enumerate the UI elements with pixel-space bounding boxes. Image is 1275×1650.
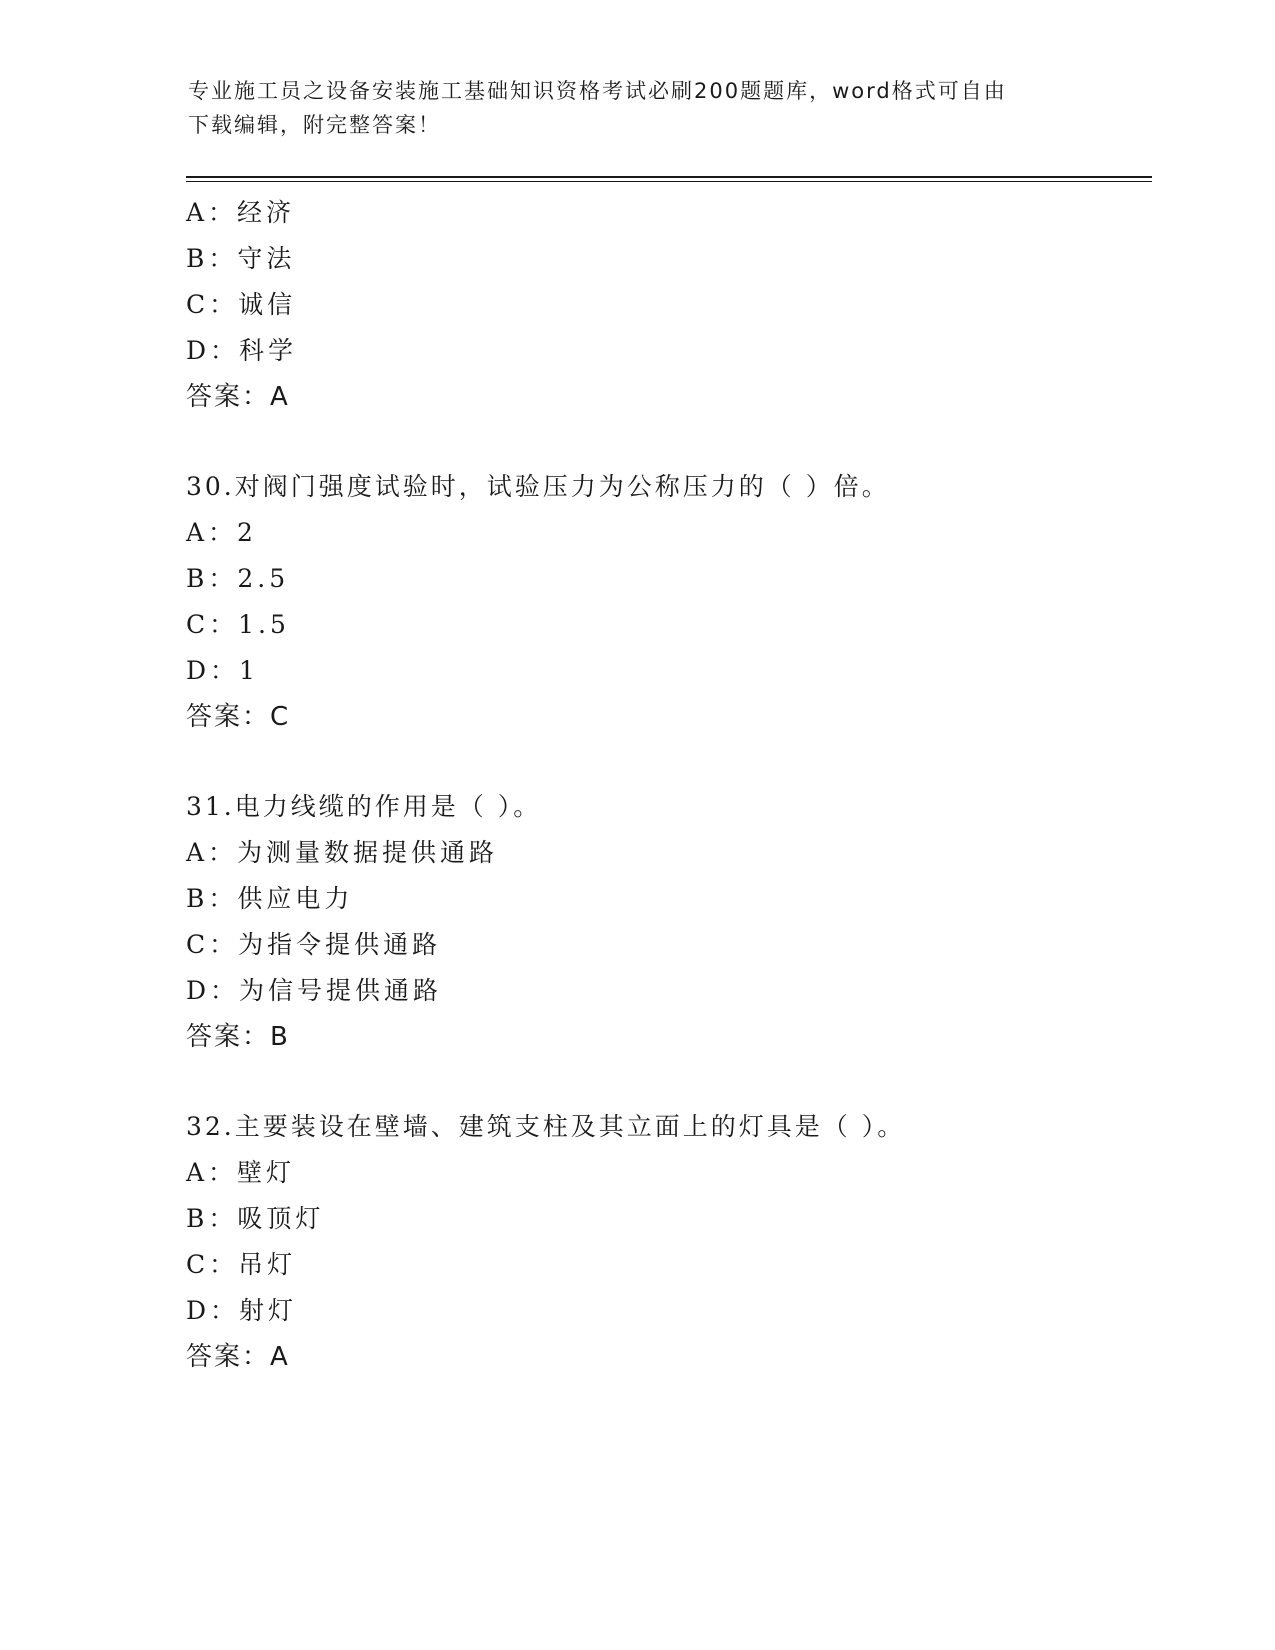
option-b: B：供应电力 (186, 884, 354, 913)
question-title: 32.主要装设在壁墙、建筑支柱及其立面上的灯具是（ ）。 (186, 1112, 906, 1141)
answer-text: 答案：B (186, 1022, 290, 1052)
question-32 (186, 1104, 1146, 1380)
option-b: B：吸顶灯 (186, 1204, 325, 1233)
question-30 (186, 464, 1146, 740)
question-31 (186, 784, 1146, 1060)
option-c: C：诚信 (186, 290, 297, 319)
option-c: C：吊灯 (186, 1250, 297, 1279)
answer-text: 答案：A (186, 1342, 290, 1372)
spacer (186, 740, 1146, 784)
spacer (186, 420, 1146, 464)
option-c: C：为指令提供通路 (186, 930, 442, 959)
option-a: A：2 (186, 518, 257, 547)
spacer (186, 1060, 1146, 1104)
option-d: D：1 (186, 656, 259, 685)
option-d: D：为信号提供通路 (186, 976, 443, 1005)
header-rule-thin (186, 181, 1152, 182)
option-a: A：经济 (186, 198, 296, 227)
option-b: B：守法 (186, 244, 296, 273)
option-a: A：为测量数据提供通路 (186, 838, 499, 867)
answer-text: 答案：C (186, 702, 291, 732)
answer-text: 答案：A (186, 382, 290, 412)
header-line-1: 专业施工员之设备安装施工基础知识资格考试必刷200题题库，word格式可自由 (188, 79, 1007, 103)
document-header (188, 74, 1088, 142)
question-29 (186, 190, 1146, 420)
question-list (186, 190, 1146, 1380)
header-line-2: 下载编辑，附完整答案！ (188, 113, 441, 137)
option-d: D：科学 (186, 336, 298, 365)
question-title: 30.对阀门强度试验时，试验压力为公称压力的（ ）倍。 (186, 472, 890, 501)
question-title: 31.电力线缆的作用是（ ）。 (186, 792, 542, 821)
option-d: D：射灯 (186, 1296, 298, 1325)
option-c: C：1.5 (186, 610, 290, 639)
option-a: A：壁灯 (186, 1158, 296, 1187)
header-rule-thick (186, 176, 1152, 178)
option-b: B：2.5 (186, 564, 290, 593)
